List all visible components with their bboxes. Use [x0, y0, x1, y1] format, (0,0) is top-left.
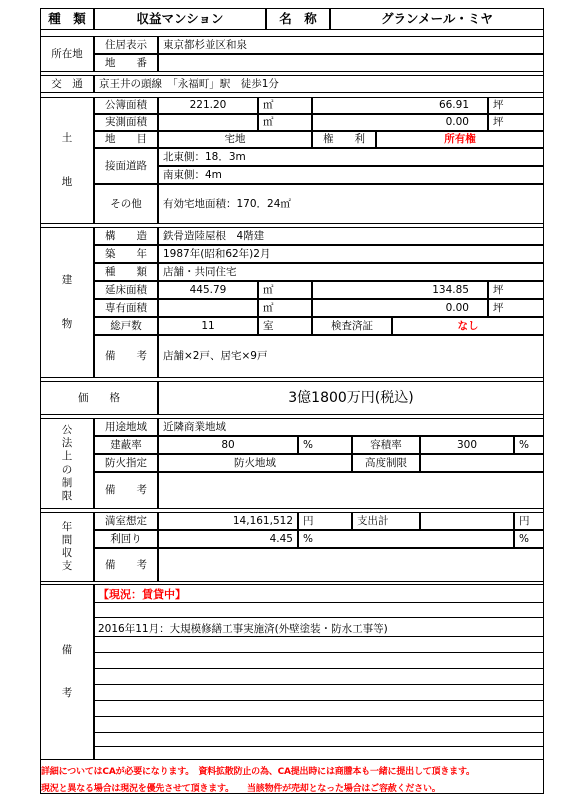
coverage-label: 建蔽率: [94, 436, 158, 454]
built-year-value: 1987年(昭和62年)2月: [158, 245, 544, 263]
far-value: 300: [420, 436, 514, 454]
footer-note-2: 現況と異なる場合は現況を優先させて頂きます。 当該物件が売却となった場合はご容赦ください。: [41, 784, 441, 794]
footer-note-1: 詳細についてはCAが必要になります。 資料拡散防止の為、CA提出時には商謄本も一緒に提出して頂きます。: [41, 767, 475, 777]
remarks-rule: [94, 652, 544, 653]
yen-unit: 円: [514, 512, 544, 530]
land-section-label: [40, 97, 94, 224]
tsubo-unit: 坪: [488, 299, 544, 317]
percent-unit: %: [298, 530, 514, 548]
remarks-rule: [94, 617, 544, 618]
remarks-section-label: [40, 584, 94, 760]
regulation-label-char: 制: [61, 476, 73, 489]
m2-unit: ㎡: [258, 281, 312, 299]
registered-area-label: 公簿面積: [94, 97, 158, 114]
remarks-label-char: 備: [61, 643, 73, 656]
rights-value: 所有権: [376, 131, 544, 148]
units-value: 11: [158, 317, 258, 335]
percent-unit: %: [298, 436, 352, 454]
location-label: 所在地: [40, 36, 94, 72]
regulation-label-char: 限: [61, 489, 73, 502]
income-label-char: 支: [61, 560, 73, 573]
remarks-label-char: 考: [61, 687, 73, 699]
road-label: 接面道路: [94, 148, 158, 184]
regulation-remarks-value: [158, 472, 544, 509]
income-label-char: 収: [61, 547, 73, 559]
building-kind-label: 種 類: [94, 263, 158, 281]
yen-unit: 円: [298, 512, 352, 530]
regulation-remarks-label: 備 考: [94, 472, 158, 509]
built-year-label: 築 年: [94, 245, 158, 263]
land-label-char: 地: [61, 175, 73, 188]
lot-label: 地 番: [94, 54, 158, 72]
building-remarks-value: 店舗×2戸、居宅×9戸: [158, 335, 544, 378]
transport-label: 交 通: [40, 75, 94, 93]
remarks-area: [94, 584, 544, 760]
coverage-value: 80: [158, 436, 298, 454]
floor-area-tsubo: 134.85: [312, 281, 488, 299]
building-kind-value: 店舗・共同住宅: [158, 263, 544, 281]
transport-value: 京王井の頭線 「永福町」駅 徒歩1分: [94, 75, 544, 93]
tsubo-unit: 坪: [488, 281, 544, 299]
type-value: 収益マンション: [94, 8, 266, 30]
land-category-value: 宅地: [158, 131, 312, 148]
tsubo-unit: 坪: [488, 97, 544, 114]
price-value: 3億1800万円(税込): [158, 381, 544, 415]
expense-label: 支出計: [352, 512, 420, 530]
full-occupancy-value: 14,161,512: [158, 512, 298, 530]
m2-unit: ㎡: [258, 114, 312, 131]
income-remarks-label: 備 考: [94, 548, 158, 582]
height-limit-value: [420, 454, 544, 472]
regulation-label-char: 法: [61, 437, 73, 450]
private-area-tsubo: 0.00: [312, 299, 488, 317]
units-label: 総戸数: [94, 317, 158, 335]
regulation-label-char: 公: [61, 424, 73, 437]
remarks-rule: [94, 668, 544, 669]
income-label-char: 年: [61, 520, 73, 533]
percent-unit: %: [514, 436, 544, 454]
land-other-label: その他: [94, 184, 158, 224]
full-occupancy-label: 満室想定: [94, 512, 158, 530]
remarks-rule: [94, 602, 544, 603]
road-north: 北東側：18．3m: [158, 148, 544, 166]
building-label-char: 建: [61, 274, 73, 287]
measured-area-m2: [158, 114, 258, 131]
type-label: 種 類: [40, 8, 94, 30]
land-category-label: 地 目: [94, 131, 158, 148]
building-remarks-label: 備 考: [94, 335, 158, 378]
fire-zone-value: 防火地域: [158, 454, 352, 472]
building-label-char: 物: [61, 317, 73, 330]
m2-unit: ㎡: [258, 97, 312, 114]
expense-value: [420, 512, 514, 530]
structure-value: 鉄骨造陸屋根 4階建: [158, 227, 544, 245]
units-unit: 室: [258, 317, 312, 335]
zoning-label: 用途地域: [94, 418, 158, 436]
regulation-section-label: [40, 418, 94, 509]
rights-label: 権 利: [312, 131, 376, 148]
tsubo-unit: 坪: [488, 114, 544, 131]
road-south: 南東側：4m: [158, 166, 544, 184]
private-area-label: 専有面積: [94, 299, 158, 317]
yield-label: 利回り: [94, 530, 158, 548]
remarks-rule: [94, 746, 544, 747]
floor-area-label: 延床面積: [94, 281, 158, 299]
inspection-label: 検査済証: [312, 317, 392, 335]
regulation-label-char: 上: [61, 450, 73, 463]
structure-label: 構 造: [94, 227, 158, 245]
price-label: 価 格: [40, 381, 158, 415]
remarks-line-2: 2016年11月：大規模修繕工事実施済(外壁塗装・防水工事等): [98, 623, 388, 635]
registered-area-m2: 221.20: [158, 97, 258, 114]
height-limit-label: 高度制限: [352, 454, 420, 472]
address-value: 東京都杉並区和泉: [158, 36, 544, 54]
private-area-m2: [158, 299, 258, 317]
measured-area-tsubo: 0.00: [312, 114, 488, 131]
remarks-rule: [94, 636, 544, 637]
income-section-label: [40, 512, 94, 582]
percent-unit: %: [514, 530, 544, 548]
regulation-label-char: の: [61, 463, 73, 476]
yield-value: 4.45: [158, 530, 298, 548]
remarks-rule: [94, 732, 544, 733]
m2-unit: ㎡: [258, 299, 312, 317]
land-label-char: 土: [61, 132, 73, 145]
building-section-label: [40, 227, 94, 378]
remarks-rule: [94, 700, 544, 701]
address-label: 住居表示: [94, 36, 158, 54]
name-label: 名 称: [266, 8, 330, 30]
name-value: グランメール・ミヤ: [330, 8, 544, 30]
lot-value: [158, 54, 544, 72]
income-remarks-value: [158, 548, 544, 582]
inspection-value: なし: [392, 317, 544, 335]
land-other-value: 有効宅地面積：170．24㎡: [158, 184, 544, 224]
remarks-rule: [94, 684, 544, 685]
property-sheet: [40, 8, 544, 794]
remarks-rule: [94, 716, 544, 717]
measured-area-label: 実測面積: [94, 114, 158, 131]
floor-area-m2: 445.79: [158, 281, 258, 299]
remarks-status: 【現況：賃貸中】: [98, 588, 186, 601]
fire-zone-label: 防火指定: [94, 454, 158, 472]
income-label-char: 間: [61, 533, 73, 546]
registered-area-tsubo: 66.91: [312, 97, 488, 114]
far-label: 容積率: [352, 436, 420, 454]
zoning-value: 近隣商業地域: [158, 418, 544, 436]
